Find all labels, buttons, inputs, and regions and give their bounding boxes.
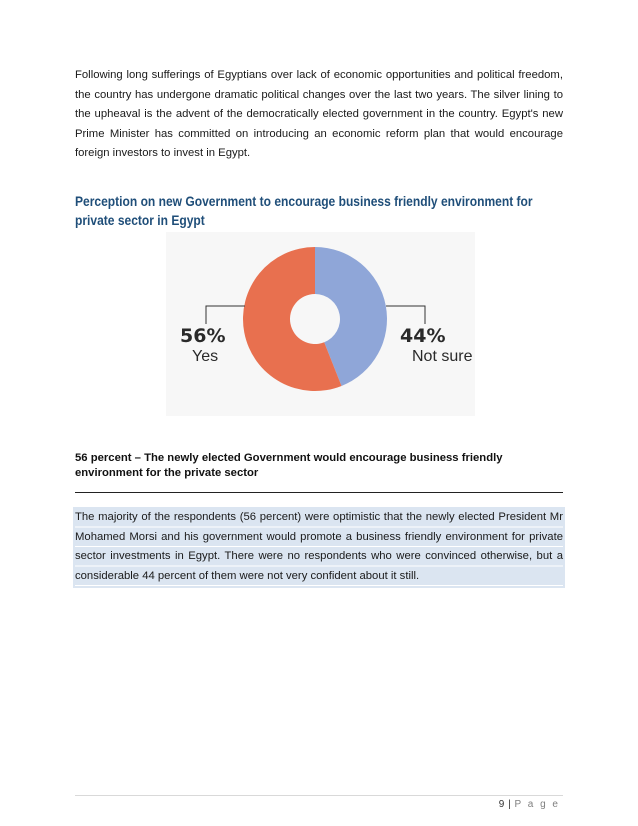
page-number: 9: [498, 799, 505, 810]
category-label-not-sure: Not sure: [412, 348, 473, 365]
leader-line-yes: [206, 306, 245, 324]
page-word: P a g e: [514, 799, 560, 810]
footer-separator: |: [508, 799, 512, 810]
section-heading: Perception on new Government to encourage business friendly environment for private sector in Egypt: [75, 193, 533, 228]
donut-chart-svg: [166, 232, 475, 416]
leader-line-not-sure: [386, 306, 425, 324]
value-label-yes: 56%: [180, 325, 226, 347]
finding-heading: 56 percent – The newly elected Government would encourage business friendly environment for the private sector: [75, 452, 503, 479]
divider: [75, 492, 563, 493]
finding-text: The majority of the respondents (56 percent) were optimistic that the newly elected President Mr Mohamed Morsi and his government would promote a business friendly environment for private sector investments in Egypt. There were no respondents who were convinced otherwise, but a considerable 44 percent of them were not very confident about it still.: [75, 508, 563, 586]
footer-divider: [75, 795, 563, 796]
intro-paragraph: Following long sufferings of Egyptians over lack of economic opportunities and political freedom, the country has undergone dramatic political changes over the last two years. The silver lining to the upheaval is the advent of the democratically elected government in the country. Egypt's new Prime Minister has committed on introducing an economic reform plan that would encourage foreign investors to invest in Egypt.: [75, 69, 563, 159]
category-label-yes: Yes: [192, 348, 219, 365]
page-footer: [499, 799, 560, 810]
donut-chart: [166, 232, 475, 416]
value-label-not-sure: 44%: [400, 325, 446, 347]
